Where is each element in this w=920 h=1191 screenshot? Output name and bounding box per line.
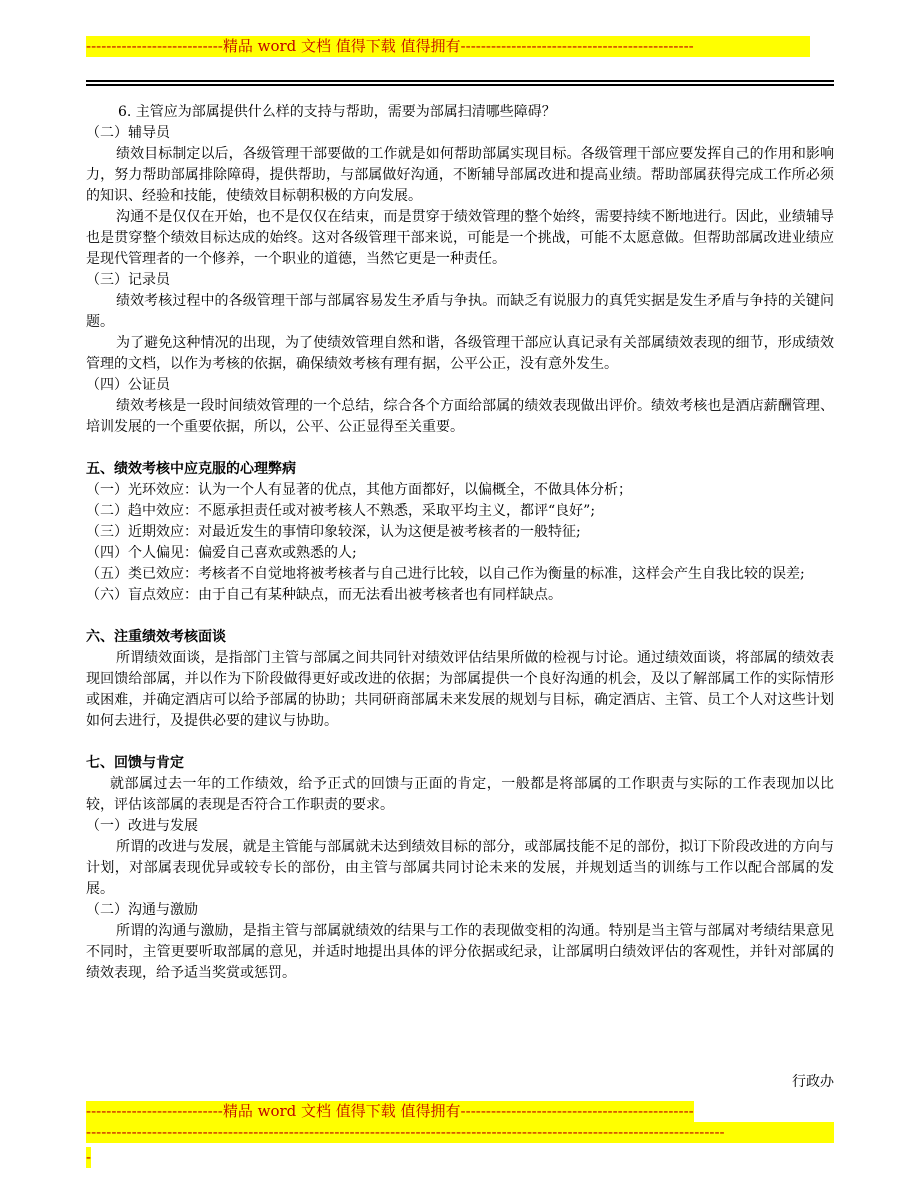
section-6-heading: 六、注重绩效考核面谈 — [86, 629, 226, 645]
question-6: 6. 主管应为部属提供什么样的支持与帮助，需要为部属扫清哪些障碍？ — [118, 104, 556, 120]
header-rule-lower — [86, 84, 834, 86]
paragraph: 为了避免这种情况的出现，为了使绩效管理自然和谐，各级管理干部应认真记录有关部属绩效表现的细节，形成绩效管理的文档，以作为考核的依据，确保绩效考核有理有据，公平公正，没有意外发生。 — [86, 335, 834, 372]
footer-banner — [86, 1101, 834, 1168]
list-item: （二）趋中效应： 不愿承担责任或对被考核人不熟悉，采取平均主义，都评“良好”; — [86, 503, 596, 519]
paragraph: 绩效目标制定以后，各级管理干部要做的工作就是如何帮助部属实现目标。各级管理干部应要发挥自己的作用和影响力，努力帮助部属排除障碍，提供帮助，与部属做好沟通，不断辅导部属改进和提高业绩。帮助部属获得完成工作所必须的知识、经验和技能，使绩效目标朝积极的方向发展。 — [86, 146, 834, 204]
subsection-label: （二）沟通与激励 — [86, 902, 198, 918]
section-recorder-label: （三）记录员 — [86, 272, 170, 288]
paragraph: 所谓的改进与发展，就是主管能与部属就未达到绩效目标的部分，或部属技能不足的部份，拟订下阶段改进的方向与计划，对部属表现优异或较专长的部份，由主管与部属共同讨论未来的发展，并规划适当的训练与工作以配合部属的发展。 — [86, 839, 834, 897]
section-coach-label: （二）辅导员 — [86, 125, 170, 141]
section-7-heading: 七、回馈与肯定 — [86, 755, 184, 771]
paragraph: 所谓绩效面谈，是指部门主管与部属之间共同针对绩效评估结果所做的检视与讨论。通过绩效面谈，将部属的绩效表现回馈给部属，并以作为下阶段做得更好或改进的依据；为部属提供一个良好沟通的机会，及以了解部属工作的实际情形或困难，并确定酒店可以给予部属的协助；共同研商部属未来发展的规划与目标，确定酒店、主管、员工个人对这些计划如何去进行，及提供必要的建议与协助。 — [86, 650, 834, 729]
section-notary-label: （四）公证员 — [86, 377, 170, 393]
subsection-label: （一）改进与发展 — [86, 818, 198, 834]
list-item: （六）盲点效应： 由于自己有某种缺点，而无法看出被考核者也有同样缺点。 — [86, 587, 562, 603]
list-item: （三）近期效应： 对最近发生的事情印象较深，认为这便是被考核者的一般特征; — [86, 524, 581, 540]
paragraph: 绩效考核是一段时间绩效管理的一个总结，综合各个方面给部属的绩效表现做出评价。绩效考核也是酒店薪酬管理、培训发展的一个重要依据，所以，公平、公正显得至关重要。 — [86, 398, 834, 435]
list-item: （一）光环效应： 认为一个人有显著的优点，其他方面都好，以偏概全，不做具体分析； — [86, 482, 632, 498]
paragraph: 沟通不是仅仅在开始，也不是仅仅在结束，而是贯穿于绩效管理的整个始终，需要持续不断地进行。因此，业绩辅导也是贯穿整个绩效目标达成的始终。这对各级管理干部来说，可能是一个挑战，可能不太愿意做。但帮助部属改进业绩应是现代管理者的一个修养，一个职业的道德，当然它更是一种责任。 — [86, 209, 834, 267]
header-rule-upper — [86, 80, 834, 82]
document-body — [86, 102, 834, 984]
footer-banner-line-2: ------------------------------------------------------------------------------------------------------------------------------ — [86, 1122, 834, 1143]
signature: 行政办 — [792, 1074, 834, 1090]
section-5-heading: 五、绩效考核中应克服的心理弊病 — [86, 461, 296, 477]
header-banner: ---------------------------精品 word 文档 值得下载 值得拥有---------------------------------------------- — [86, 36, 810, 57]
footer-banner-line-1: ---------------------------精品 word 文档 值得下载 值得拥有---------------------------------------------- — [86, 1102, 694, 1120]
paragraph: 就部属过去一年的工作绩效，给予正式的回馈与正面的肯定，一般都是将部属的工作职责与实际的工作表现加以比较，评估该部属的表现是否符合工作职责的要求。 — [86, 776, 834, 813]
paragraph: 绩效考核过程中的各级管理干部与部属容易发生矛盾与争执。而缺乏有说服力的真凭实据是发生矛盾与争持的关键问题。 — [86, 293, 834, 330]
list-item: （四）个人偏见： 偏爱自己喜欢或熟悉的人; — [86, 545, 357, 561]
footer-banner-line-3: - — [86, 1148, 92, 1166]
paragraph: 所谓的沟通与激励，是指主管与部属就绩效的结果与工作的表现做变相的沟通。特别是当主管与部属对考绩结果意见不同时，主管更要听取部属的意见，并适时地提出具体的评分依据或纪录，让部属明白绩效评估的客观性，并针对部属的绩效表现，给予适当奖赏或惩罚。 — [86, 923, 834, 981]
list-item: （五）类已效应： 考核者不自觉地将被考核者与自己进行比较，以自己作为衡量的标准，这样会产生自我比较的误差; — [86, 566, 805, 582]
